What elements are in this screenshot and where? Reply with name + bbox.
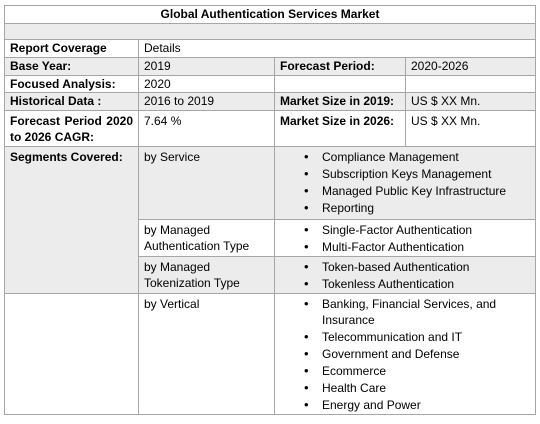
list-item: • Subscription Keys Management xyxy=(280,166,530,182)
list-item: • Government and Defense xyxy=(280,346,530,362)
market-size-2026-value: US $ XX Mn. xyxy=(406,111,536,147)
report-table-container xyxy=(4,5,535,415)
segment-group-name: by Vertical xyxy=(139,294,275,415)
market-size-2026-label: Market Size in 2026: xyxy=(275,111,406,147)
list-item: • Tokenless Authentication xyxy=(280,276,530,292)
cagr-label-line2: to 2026 CAGR: xyxy=(10,130,95,144)
historical-data-value: 2016 to 2019 xyxy=(139,93,275,111)
coverage-row xyxy=(5,40,536,58)
list-item: • Reporting xyxy=(280,200,530,216)
segments-label: Segments Covered: xyxy=(5,147,139,294)
coverage-label: Report Coverage xyxy=(5,40,139,58)
cagr-label-line1: Forecast Period 2020 xyxy=(10,114,133,128)
segment-group-name: by Managed Tokenization Type xyxy=(139,257,275,294)
base-year-label: Base Year: xyxy=(5,58,139,76)
focused-analysis-value: 2020 xyxy=(139,76,275,93)
segment-list xyxy=(280,259,530,292)
list-item: • Token-based Authentication xyxy=(280,259,530,275)
list-item: • Banking, Financial Services, and Insurance xyxy=(280,296,530,328)
market-size-2019-value: US $ XX Mn. xyxy=(406,93,536,111)
list-item: • Single-Factor Authentication xyxy=(280,222,530,238)
segment-list xyxy=(280,149,530,216)
forecast-period-value: 2020-2026 xyxy=(406,58,536,76)
empty-cell xyxy=(275,76,406,93)
cagr-value: 7.64 % xyxy=(139,111,275,147)
historical-data-label: Historical Data : xyxy=(5,93,139,111)
segment-group-name: by Managed Authentication Type xyxy=(139,220,275,257)
historical-data-row xyxy=(5,93,536,111)
market-size-2019-label: Market Size in 2019: xyxy=(275,93,406,111)
focused-analysis-row xyxy=(5,76,536,93)
table-title: Global Authentication Services Market xyxy=(5,6,536,24)
spacer-cell xyxy=(5,24,536,40)
forecast-period-label: Forecast Period: xyxy=(275,58,406,76)
list-item: • Compliance Management xyxy=(280,149,530,165)
list-item: • Telecommunication and IT xyxy=(280,329,530,345)
list-item: • Energy and Power xyxy=(280,397,530,413)
segment-group-name: by Service xyxy=(139,147,275,220)
segment-items xyxy=(275,294,536,415)
focused-analysis-label: Focused Analysis: xyxy=(5,76,139,93)
segment-row-service xyxy=(5,147,536,220)
empty-cell xyxy=(406,76,536,93)
cagr-row xyxy=(5,111,536,147)
segment-items xyxy=(275,147,536,220)
list-item: • Managed Public Key Infrastructure xyxy=(280,183,530,199)
base-year-value: 2019 xyxy=(139,58,275,76)
segment-items xyxy=(275,257,536,294)
title-row xyxy=(5,6,536,24)
spacer-row xyxy=(5,24,536,40)
report-table xyxy=(4,5,536,415)
segment-items xyxy=(275,220,536,257)
coverage-value: Details xyxy=(139,40,536,58)
list-item: • Health Care xyxy=(280,380,530,396)
base-year-row xyxy=(5,58,536,76)
list-item: • Multi-Factor Authentication xyxy=(280,239,530,255)
segment-row-vertical xyxy=(5,294,536,415)
list-item: • Ecommerce xyxy=(280,363,530,379)
segment-list xyxy=(280,222,530,255)
empty-cell xyxy=(5,294,139,415)
cagr-label xyxy=(5,111,139,147)
segment-list xyxy=(280,296,530,413)
